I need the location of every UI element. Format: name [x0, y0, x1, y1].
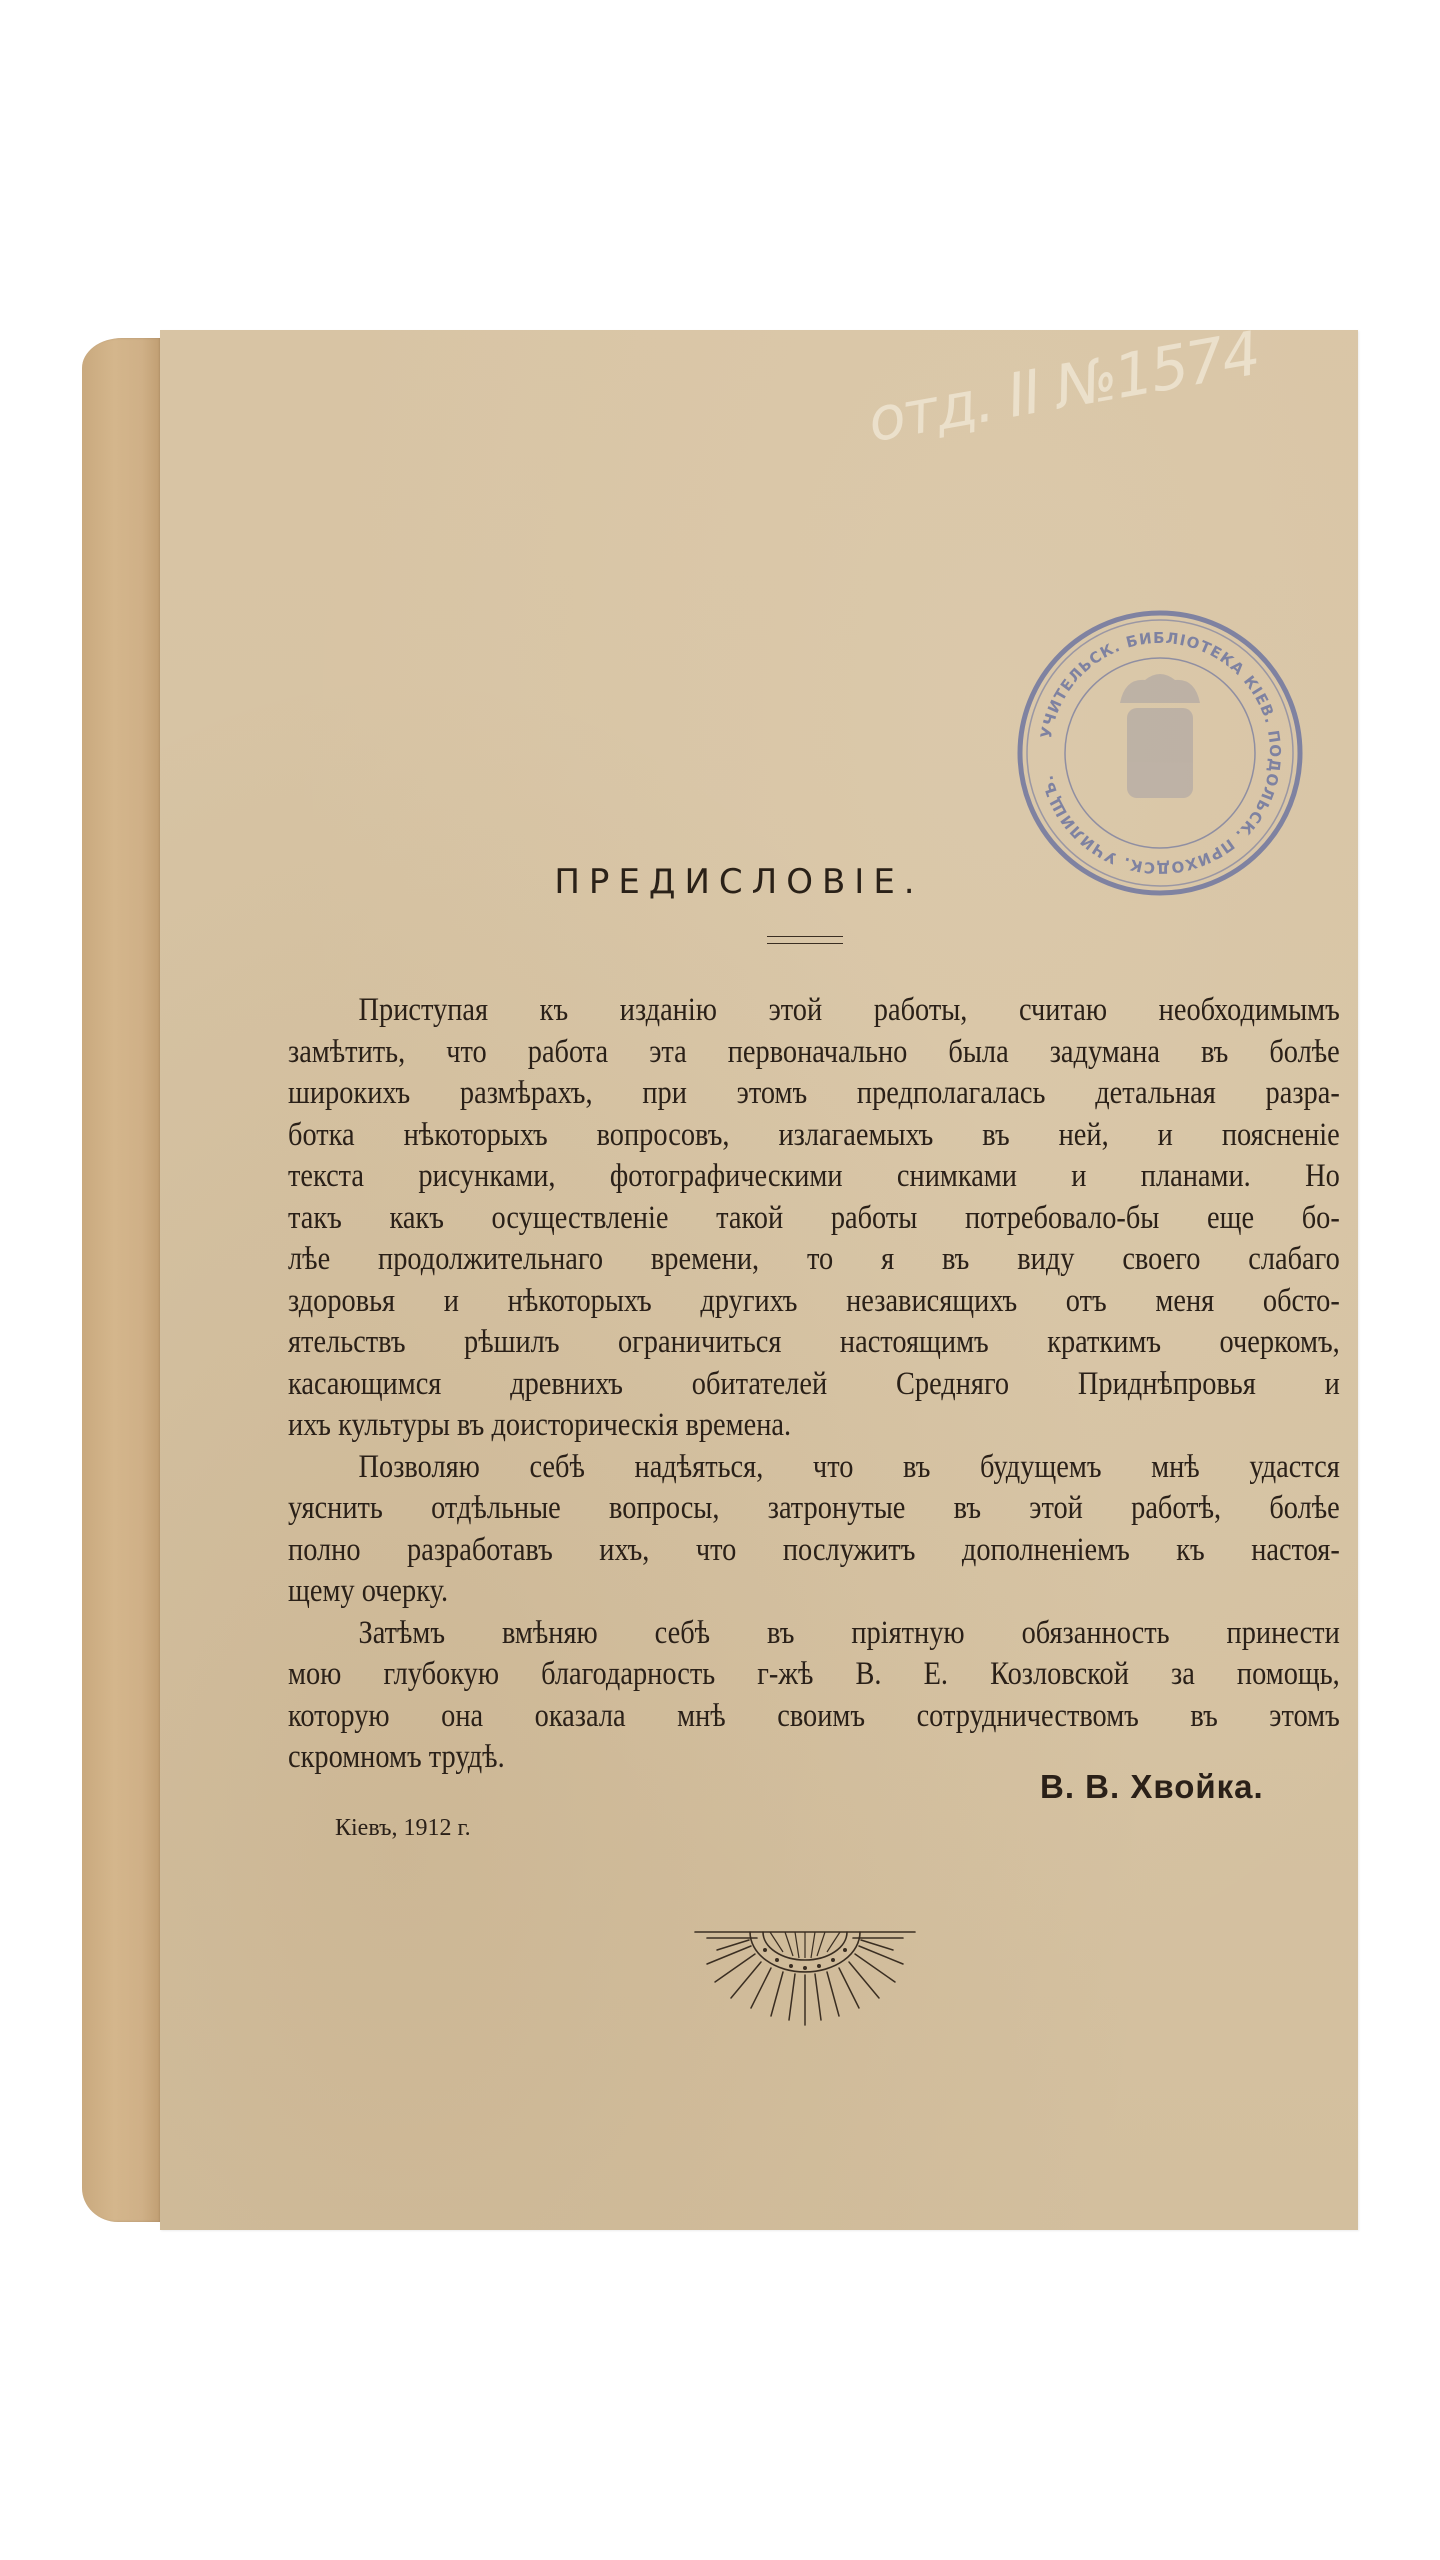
author-signature: В. В. Хвойка. — [1040, 1768, 1264, 1805]
book — [82, 318, 1358, 2230]
text-line: ихъ культуры въ доисторическiя времена. — [288, 1407, 792, 1443]
text-line: Затѣмъ вмѣняю себѣ въ прiятную обязанность принести — [358, 1614, 1340, 1651]
text-line: которую она оказала мнѣ своимъ сотрудничествомъ въ этомъ — [288, 1697, 1340, 1734]
svg-text:УЧИТЕЛЬСК. БИБЛIОТЕКА КIЕВ. ПО: УЧИТЕЛЬСК. БИБЛIОТЕКА КIЕВ. ПОДОЛЬСК. ПРИХОДСК. УЧИЛИЩЪ. — [1036, 628, 1285, 878]
library-stamp-icon — [1015, 608, 1305, 898]
place-and-date: Кiевъ, 1912 г. — [335, 1815, 471, 1841]
paragraph-2 — [288, 1447, 1340, 1613]
paragraph-1 — [288, 990, 1340, 1447]
text-line: здоровья и нѣкоторыхъ другихъ независящихъ отъ меня обсто- — [288, 1282, 1340, 1319]
text-line: касающимся древнихъ обитателей Средняго Приднѣпровья и — [288, 1365, 1340, 1402]
book-page — [160, 318, 1358, 2230]
handwritten-pencil-note: отд. II №1574 — [862, 318, 1264, 457]
text-line: Позволяю себѣ надѣяться, что въ будущемъ мнѣ удастся — [358, 1448, 1340, 1485]
preface-body — [288, 990, 1340, 1779]
text-line: скромномъ трудѣ. — [288, 1739, 505, 1775]
text-line: мою глубокую благодарность г-жѣ В. Е. Козловской за помощь, — [288, 1656, 1340, 1692]
text-line: Приступая къ изданiю этой работы, считаю необходимымъ — [358, 992, 1340, 1028]
text-line: лѣе продолжительнаго времени, то я въ виду своего слабаго — [288, 1241, 1340, 1277]
title-double-rule — [767, 936, 843, 944]
text-line: широкихъ размѣрахъ, при этомъ предполагалась детальная разра- — [288, 1075, 1340, 1111]
text-line: уяснить отдѣльные вопросы, затронутые въ этой работѣ, болѣе — [288, 1490, 1340, 1526]
text-line: такъ какъ осуществленiе такой работы потребовало-бы еще бо- — [288, 1199, 1340, 1236]
text-line: текста рисунками, фотографическими снимками и планами. Но — [288, 1158, 1340, 1194]
text-line: ботка нѣкоторыхъ вопросовъ, излагаемыхъ въ ней, и поясненiе — [288, 1116, 1340, 1153]
paragraph-3 — [288, 1613, 1340, 1779]
text-line: щему очерку. — [288, 1573, 449, 1609]
book-spine-edge — [82, 338, 162, 2222]
page-title: ПРЕДИСЛОВIЕ. — [554, 862, 924, 902]
text-line: ятельствъ рѣшилъ ограничиться настоящимъ краткимъ очеркомъ, — [288, 1324, 1340, 1360]
sunburst-ornament-icon — [685, 1920, 925, 2030]
text-line: замѣтить, что работа эта первоначально была задумана въ болѣе — [288, 1033, 1340, 1070]
text-line: полно разработавъ ихъ, что послужитъ дополненiемъ къ настоя- — [288, 1531, 1340, 1568]
